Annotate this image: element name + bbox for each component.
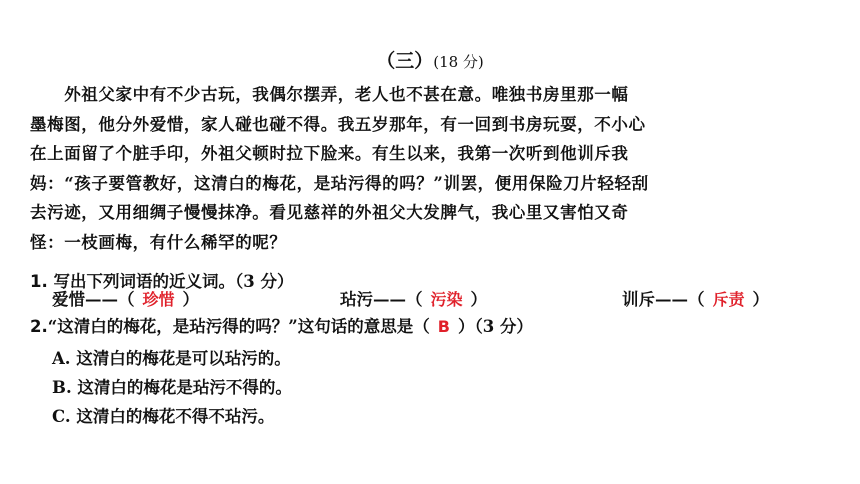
question-2 xyxy=(30,313,533,337)
synonym-item-aixi xyxy=(52,286,199,310)
question-2-answer: B xyxy=(437,317,450,336)
synonym-close: ） xyxy=(470,290,488,309)
section-score: (18 分) xyxy=(433,53,484,71)
synonym-close: ） xyxy=(752,290,770,309)
reading-passage xyxy=(30,80,845,257)
question-1-text: 写出下列词语的近义词。（3 分） xyxy=(53,272,294,291)
question-1-number: 1. xyxy=(30,272,48,291)
passage-line: 去污迹，又用细绸子慢慢抹净。看见慈祥的外祖父大发脾气，我心里又害怕又奇 xyxy=(30,203,629,222)
question-2-number: 2. xyxy=(30,317,48,336)
synonym-answer: 斥责 xyxy=(712,290,745,309)
synonym-answer: 污染 xyxy=(430,290,463,309)
passage-line: 墨梅图，他分外爱惜，家人碰也碰不得。我五岁那年，有一回到书房玩耍，不小心 xyxy=(30,114,646,134)
question-2-text: “这清白的梅花，是玷污得的吗？”这句话的意思是（ xyxy=(47,317,430,336)
synonym-answer: 珍惜 xyxy=(142,290,175,309)
section-heading: （三） xyxy=(376,50,434,72)
synonym-item-xunchi xyxy=(622,286,769,310)
synonym-close: ） xyxy=(182,290,200,309)
passage-line: 在上面留了个脏手印，外祖父顿时拉下脸来。有生以来，我第一次听到他训斥我 xyxy=(30,144,629,163)
passage-line: 怪：一枝画梅，有什么稀罕的呢？ xyxy=(30,232,287,252)
option-b: B. 这清白的梅花是玷污不得的。 xyxy=(52,378,292,397)
synonym-word: 玷污——（ xyxy=(340,290,423,309)
option-c: C. 这清白的梅花不得不玷污。 xyxy=(52,407,275,426)
option-a: A. 这清白的梅花是可以玷污的。 xyxy=(52,349,291,368)
synonym-word: 训斥——（ xyxy=(622,290,705,309)
synonym-item-dianwu xyxy=(340,286,487,310)
section-title xyxy=(0,46,860,73)
synonym-row xyxy=(0,286,860,308)
passage-line: 外祖父家中有不少古玩，我偶尔摆弄，老人也不甚在意。唯独书房里那一幅 xyxy=(30,85,629,104)
question-2-score: ）（3 分） xyxy=(457,317,533,336)
passage-line: 妈：“孩子要管教好，这清白的梅花，是玷污得的吗？”训罢，便用保险刀片轻轻刮 xyxy=(30,173,649,193)
synonym-word: 爱惜——（ xyxy=(52,290,135,309)
